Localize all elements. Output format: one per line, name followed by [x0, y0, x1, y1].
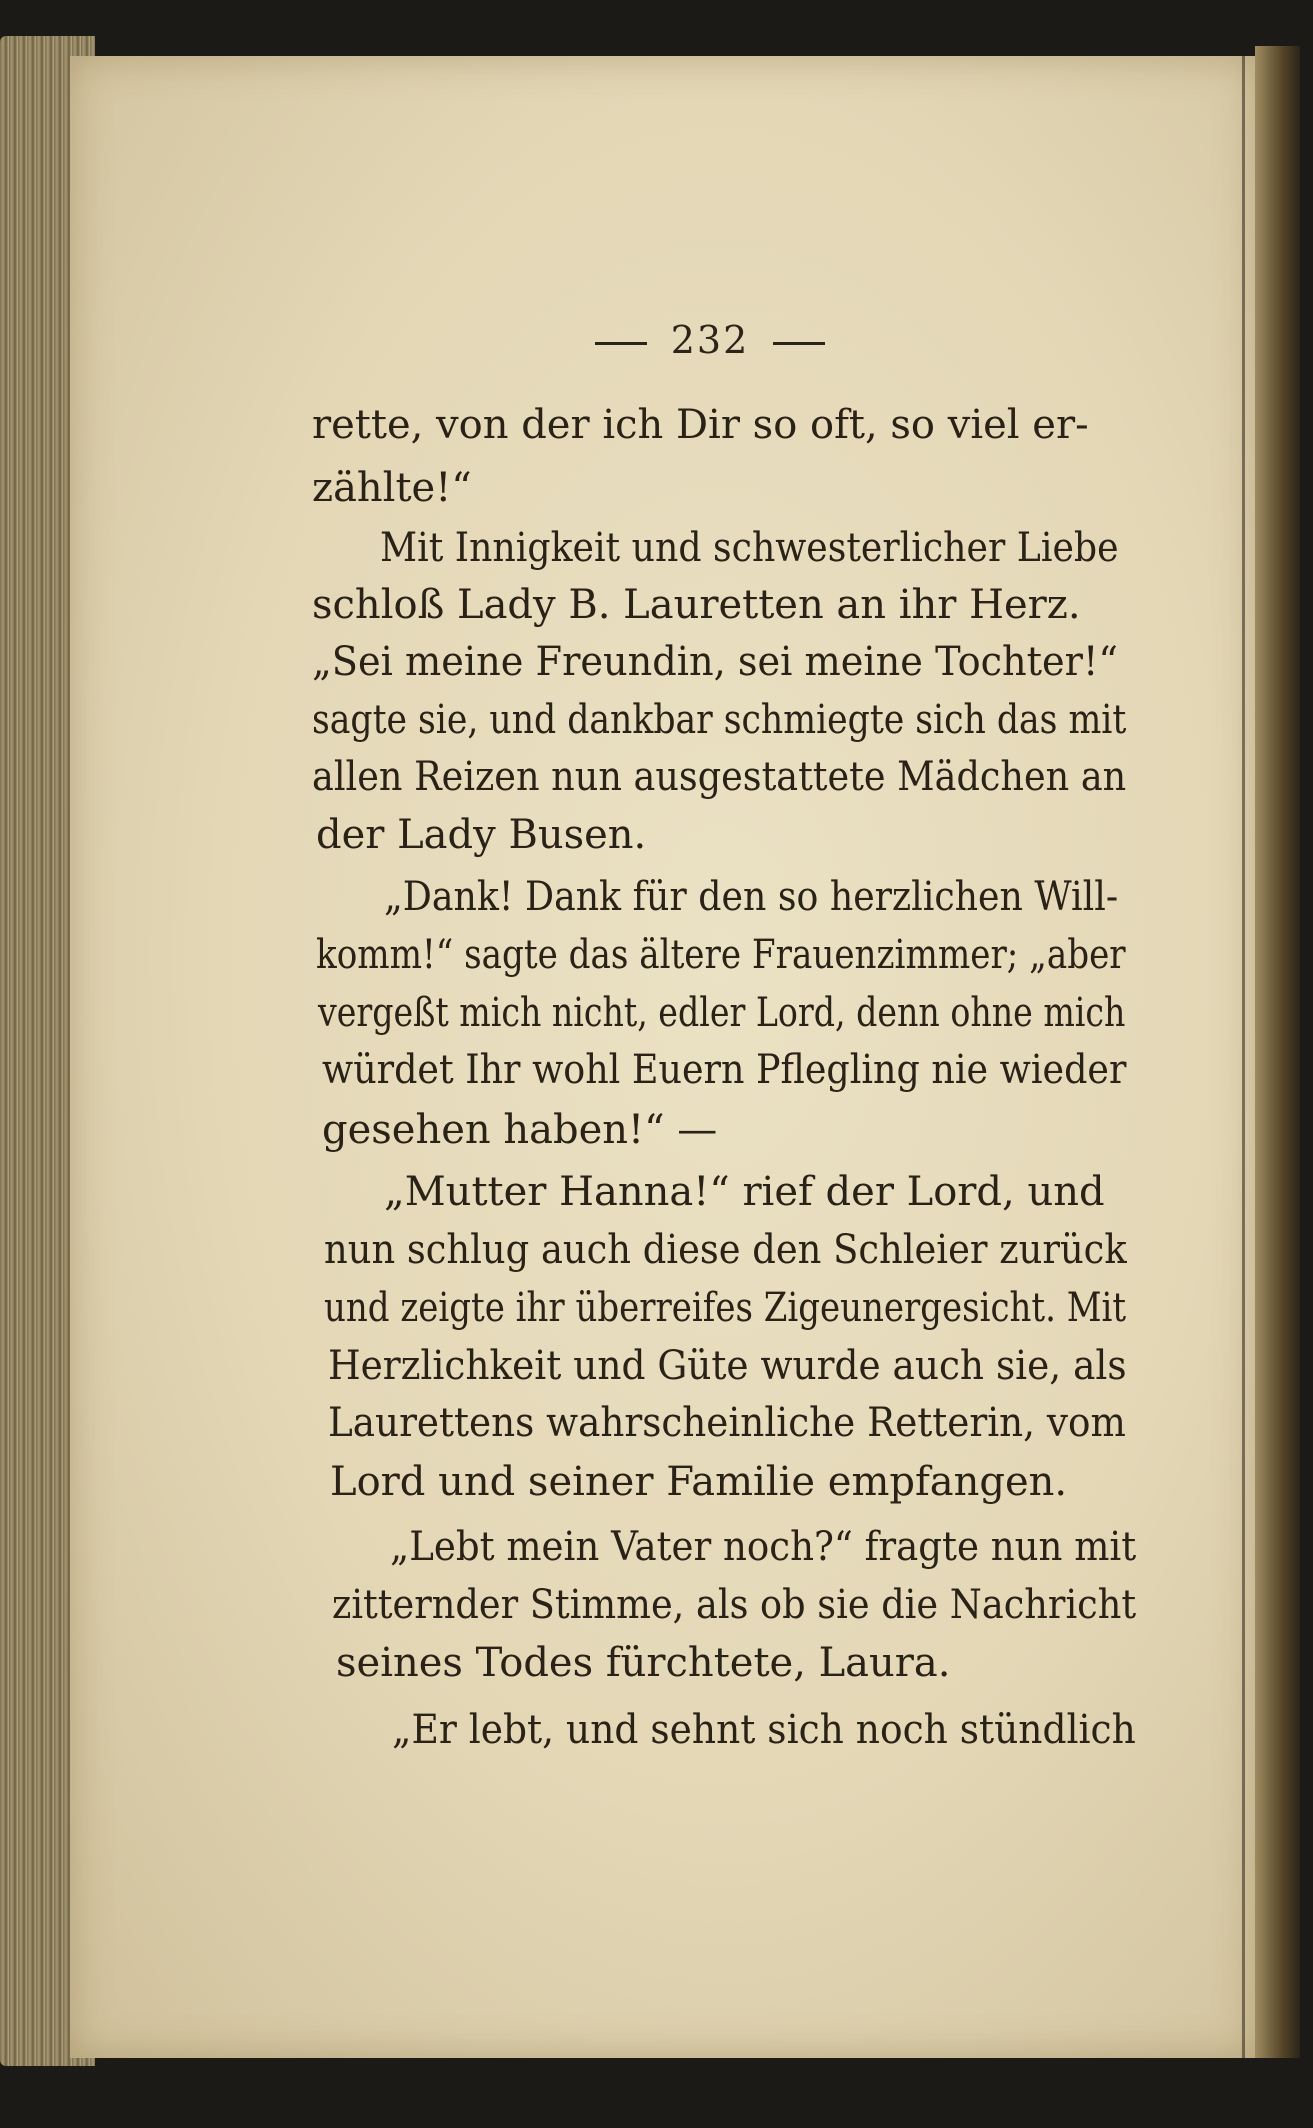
text-line: schloß Lady B. Lauretten an ihr Herz. — [312, 582, 1081, 628]
text-line: „Dank! Dank für den so herzlichen Will- — [384, 874, 1119, 920]
binding-edge-right — [1255, 46, 1300, 2058]
text-line: komm!“ sagte das ältere Frauenzimmer; „aber — [316, 932, 1126, 978]
text-line: Mit Innigkeit und schwesterlicher Liebe — [380, 525, 1119, 571]
text-line: sagte sie, und dankbar schmiegte sich das mit — [312, 697, 1127, 743]
text-line: der Lady Busen. — [316, 812, 647, 858]
text-line: zitternder Stimme, als ob sie die Nachricht — [332, 1582, 1137, 1628]
page-number: 232 — [670, 318, 750, 362]
text-line: rette, von der ich Dir so oft, so viel er- — [312, 402, 1089, 448]
text-line: „Lebt mein Vater noch?“ fragte nun mit — [390, 1524, 1137, 1570]
page-gutter — [1242, 56, 1245, 2058]
text-line: Herzlichkeit und Güte wurde auch sie, als — [328, 1343, 1127, 1389]
text-line: allen Reizen nun ausgestattete Mädchen an — [312, 754, 1127, 800]
header-dash-left — [595, 342, 647, 345]
text-line: vergeßt mich nicht, edler Lord, denn ohne mich — [318, 990, 1126, 1036]
page-header — [560, 318, 860, 362]
text-line: und zeigte ihr überreifes Zigeunergesicht. Mit — [324, 1285, 1127, 1331]
text-line: Laurettens wahrscheinliche Retterin, vom — [328, 1400, 1126, 1446]
text-line: Lord und seiner Familie empfangen. — [330, 1459, 1068, 1505]
text-line: zählte!“ — [312, 465, 472, 511]
text-line: seines Todes fürchtete, Laura. — [336, 1640, 951, 1686]
header-dash-right — [773, 342, 825, 345]
text-line: „Mutter Hanna!“ rief der Lord, und — [384, 1169, 1105, 1215]
text-line: gesehen haben!“ — — [322, 1107, 718, 1153]
text-line: „Er lebt, und sehnt sich noch stündlich — [392, 1707, 1136, 1753]
text-line: würdet Ihr wohl Euern Pflegling nie wieder — [322, 1047, 1127, 1093]
text-line: „Sei meine Freundin, sei meine Tochter!“ — [312, 639, 1118, 685]
text-line: nun schlug auch diese den Schleier zurück — [324, 1227, 1127, 1273]
